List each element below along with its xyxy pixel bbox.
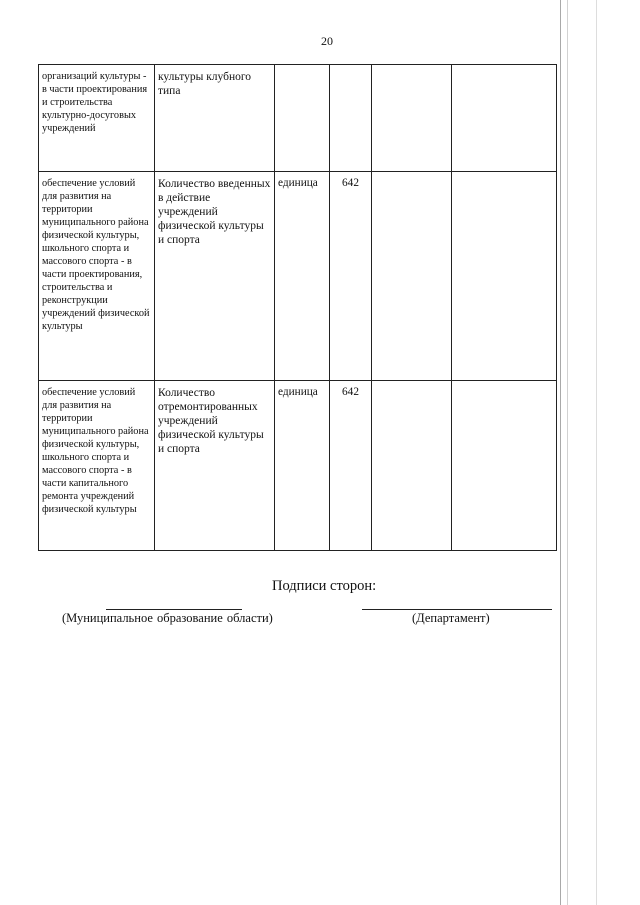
table-cell-unit	[275, 65, 330, 172]
signature-line-municipality	[106, 609, 242, 610]
table-cell-empty	[372, 381, 452, 551]
table-cell-empty	[372, 65, 452, 172]
table-cell-empty	[372, 172, 452, 381]
table-cell-empty	[452, 381, 557, 551]
page-edge-line	[560, 0, 561, 905]
table-cell-empty	[452, 65, 557, 172]
page-edge-line	[596, 0, 597, 905]
signatures-title: Подписи сторон:	[272, 578, 377, 594]
table-row	[39, 65, 557, 172]
table-cell-indicator: Количество отремонтированных учреждений физической культуры и спорта	[155, 381, 275, 551]
table-cell-activity: организаций культуры - в части проектирования и строительства культурно-досуговых учреждений	[39, 65, 155, 172]
table-cell-code: 642	[330, 381, 372, 551]
table-cell-indicator: культуры клубного типа	[155, 65, 275, 172]
table-cell-unit: единица	[275, 172, 330, 381]
indicators-table	[38, 64, 557, 551]
table-cell-code	[330, 65, 372, 172]
table-row	[39, 172, 557, 381]
table-cell-activity: обеспечение условий для развития на территории муниципального района физической культуры, школьного спорта и массового спорта - в части капитального ремонта учреждений физической культуры	[39, 381, 155, 551]
table-cell-indicator: Количество введенных в действие учреждений физической культуры и спорта	[155, 172, 275, 381]
page-edge-line	[567, 0, 568, 905]
table-cell-empty	[452, 172, 557, 381]
table-row	[39, 381, 557, 551]
table-cell-activity: обеспечение условий для развития на территории муниципального района физической культуры, школьного спорта и массового спорта - в части проектирования, строительства и реконструкции учреждений физической культуры	[39, 172, 155, 381]
signature-line-department	[362, 609, 552, 610]
table-cell-unit: единица	[275, 381, 330, 551]
table-cell-code: 642	[330, 172, 372, 381]
signature-caption-municipality: (Муниципальное образование области)	[62, 611, 273, 625]
page-number: 20	[321, 34, 333, 48]
signature-caption-department: (Департамент)	[412, 611, 490, 625]
